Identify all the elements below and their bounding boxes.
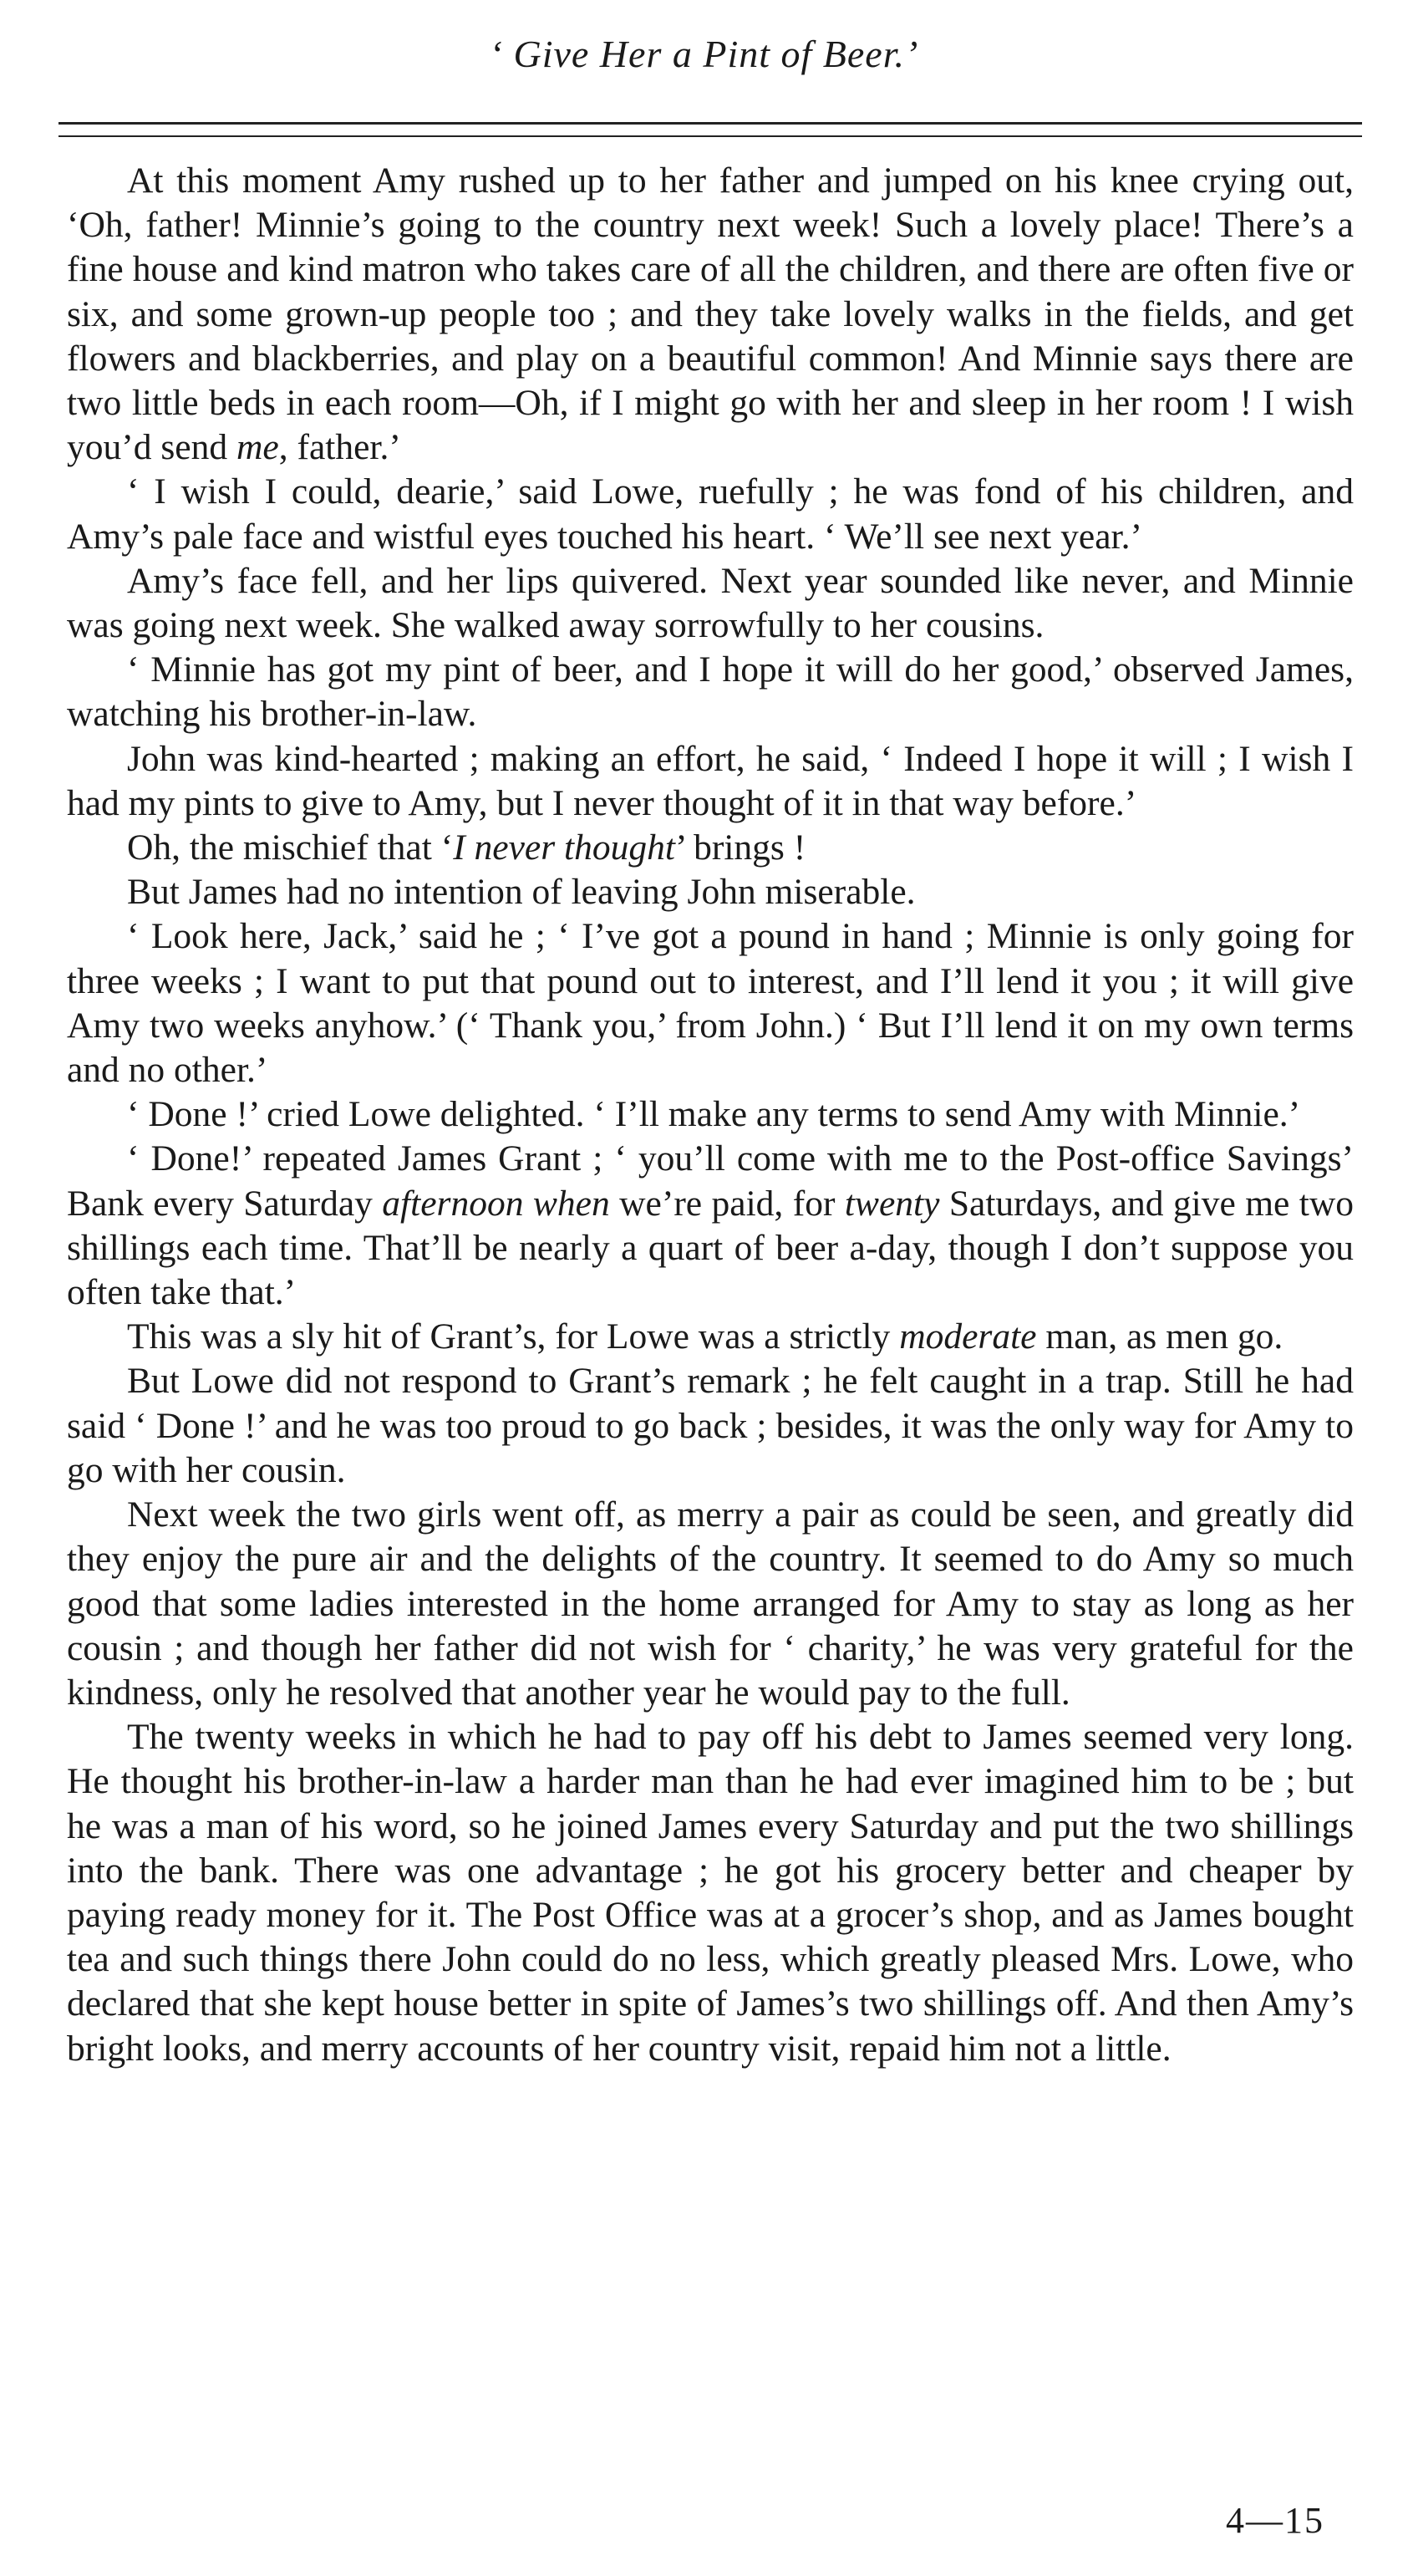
emphasis: afternoon when [382, 1183, 610, 1224]
paragraph-text: Saturdays, and give me two shillings each time. That’ll be nearly a quart of beer a-day, though I don’t suppose you often take that.’ [67, 1183, 1354, 1313]
paragraph-text: man, as men go. [1036, 1316, 1283, 1357]
paragraph-text: This was a sly hit of Grant’s, for Lowe was a strictly [127, 1316, 900, 1357]
signature-mark: 4—15 [1226, 2500, 1324, 2541]
paragraph-4 [67, 648, 1354, 736]
paragraph-2 [67, 470, 1354, 558]
paragraph-14 [67, 1715, 1354, 2071]
emphasis: I never thought [453, 827, 675, 868]
paragraph-text: ’ brings ! [674, 827, 806, 868]
paragraph-9 [67, 1092, 1354, 1137]
paragraph-text: But James had no intention of leaving John miserable. [127, 872, 916, 913]
paragraph-6 [67, 826, 1354, 870]
paragraph-7 [67, 870, 1354, 914]
paragraph-text: At this moment Amy rushed up to her father and jumped on his knee crying out, ‘Oh, father! Minnie’s going to the country next week! Such a lovely place! There’s a fine house and kind matron who takes care of all the children, and there are often five or six, and some grown-up people too ; and they take lovely walks in the fields, and get flowers and blackberries, and play on a beautiful common! And Minnie says there are two little beds in each room—Oh, if I might go with her and sleep in her room ! I wish you’d send [67, 160, 1354, 468]
paragraph-text: , father.’ [278, 427, 401, 468]
paragraph-5 [67, 737, 1354, 826]
paragraph-text: ‘ Minnie has got my pint of beer, and I hope it will do her good,’ observed James, watching his brother-in-law. [67, 649, 1354, 735]
emphasis: twenty [844, 1183, 940, 1224]
header-rule-thick [58, 122, 1362, 125]
body-text [67, 159, 1354, 2071]
paragraph-text: ‘ Done !’ cried Lowe delighted. ‘ I’ll make any terms to send Amy with Minnie.’ [127, 1094, 1301, 1135]
paragraph-text: ‘ I wish I could, dearie,’ said Lowe, ruefully ; he was fond of his children, and Amy’s pale face and wistful eyes touched his heart. ‘ We’ll see next year.’ [67, 471, 1354, 557]
paragraph-11 [67, 1315, 1354, 1359]
paragraph-text: ‘ Look here, Jack,’ said he ; ‘ I’ve got a pound in hand ; Minnie is only going for three weeks ; I want to put that pound out to interest, and I’ll lend it you ; it will give Amy two weeks anyhow.’ (‘ Thank you,’ from John.) ‘ But I’ll lend it on my own terms and no other.’ [67, 916, 1354, 1091]
emphasis: moderate [899, 1316, 1037, 1357]
paragraph-text: The twenty weeks in which he had to pay off his debt to James seemed very long. He thought his brother-in-law a harder man than he had ever imagined him to be ; but he was a man of his word, so he joined James every Saturday and put the two shillings into the bank. There was one advantage ; he got his grocery better and cheaper by paying ready money for it. The Post Office was at a grocer’s shop, and as James bought tea and such things there John could do no less, which greatly pleased Mrs. Lowe, who declared that she kept house better in spite of James’s two shillings off. And then Amy’s bright looks, and merry accounts of her country visit, repaid him not a little. [67, 1717, 1354, 2069]
paragraph-13 [67, 1493, 1354, 1715]
running-title: ‘ Give Her a Pint of Beer.’ [489, 33, 919, 75]
header-rule-thin [58, 135, 1362, 137]
paragraph-text: John was kind-hearted ; making an effort, he said, ‘ Indeed I hope it will ; I wish I had my pints to give to Amy, but I never thought of it in that way before.’ [67, 738, 1354, 823]
emphasis: me [236, 427, 279, 468]
paragraph-3 [67, 559, 1354, 648]
paragraph-12 [67, 1359, 1354, 1493]
paragraph-8 [67, 914, 1354, 1092]
paragraph-text: Amy’s face fell, and her lips quivered. Next year sounded like never, and Minnie was going next week. She walked away sorrowfully to her cousins. [67, 560, 1354, 646]
paragraph-text: Oh, the mischief that ‘ [127, 827, 454, 868]
paragraph-10 [67, 1137, 1354, 1315]
paragraph-text: Next week the two girls went off, as merry a pair as could be seen, and greatly did they enjoy the pure air and the delights of the country. It seemed to do Amy so much good that some ladies interested in the home arranged for Amy to stay as long as her cousin ; and though her father did not wish for ‘ charity,’ he was very grateful for the kindness, only he resolved that another year he would pay to the full. [67, 1494, 1354, 1713]
paragraph-text: we’re paid, for [609, 1183, 845, 1224]
paragraph-text: But Lowe did not respond to Grant’s remark ; he felt caught in a trap. Still he had said ‘ Done !’ and he was too proud to go back ; besides, it was the only way for Amy to go with her cousin. [67, 1361, 1354, 1490]
paragraph-1 [67, 159, 1354, 470]
paragraph-text: ‘ Done!’ repeated James Grant ; ‘ you’ll come with me to the Post-office Savings’ Bank every Saturday [67, 1138, 1354, 1224]
